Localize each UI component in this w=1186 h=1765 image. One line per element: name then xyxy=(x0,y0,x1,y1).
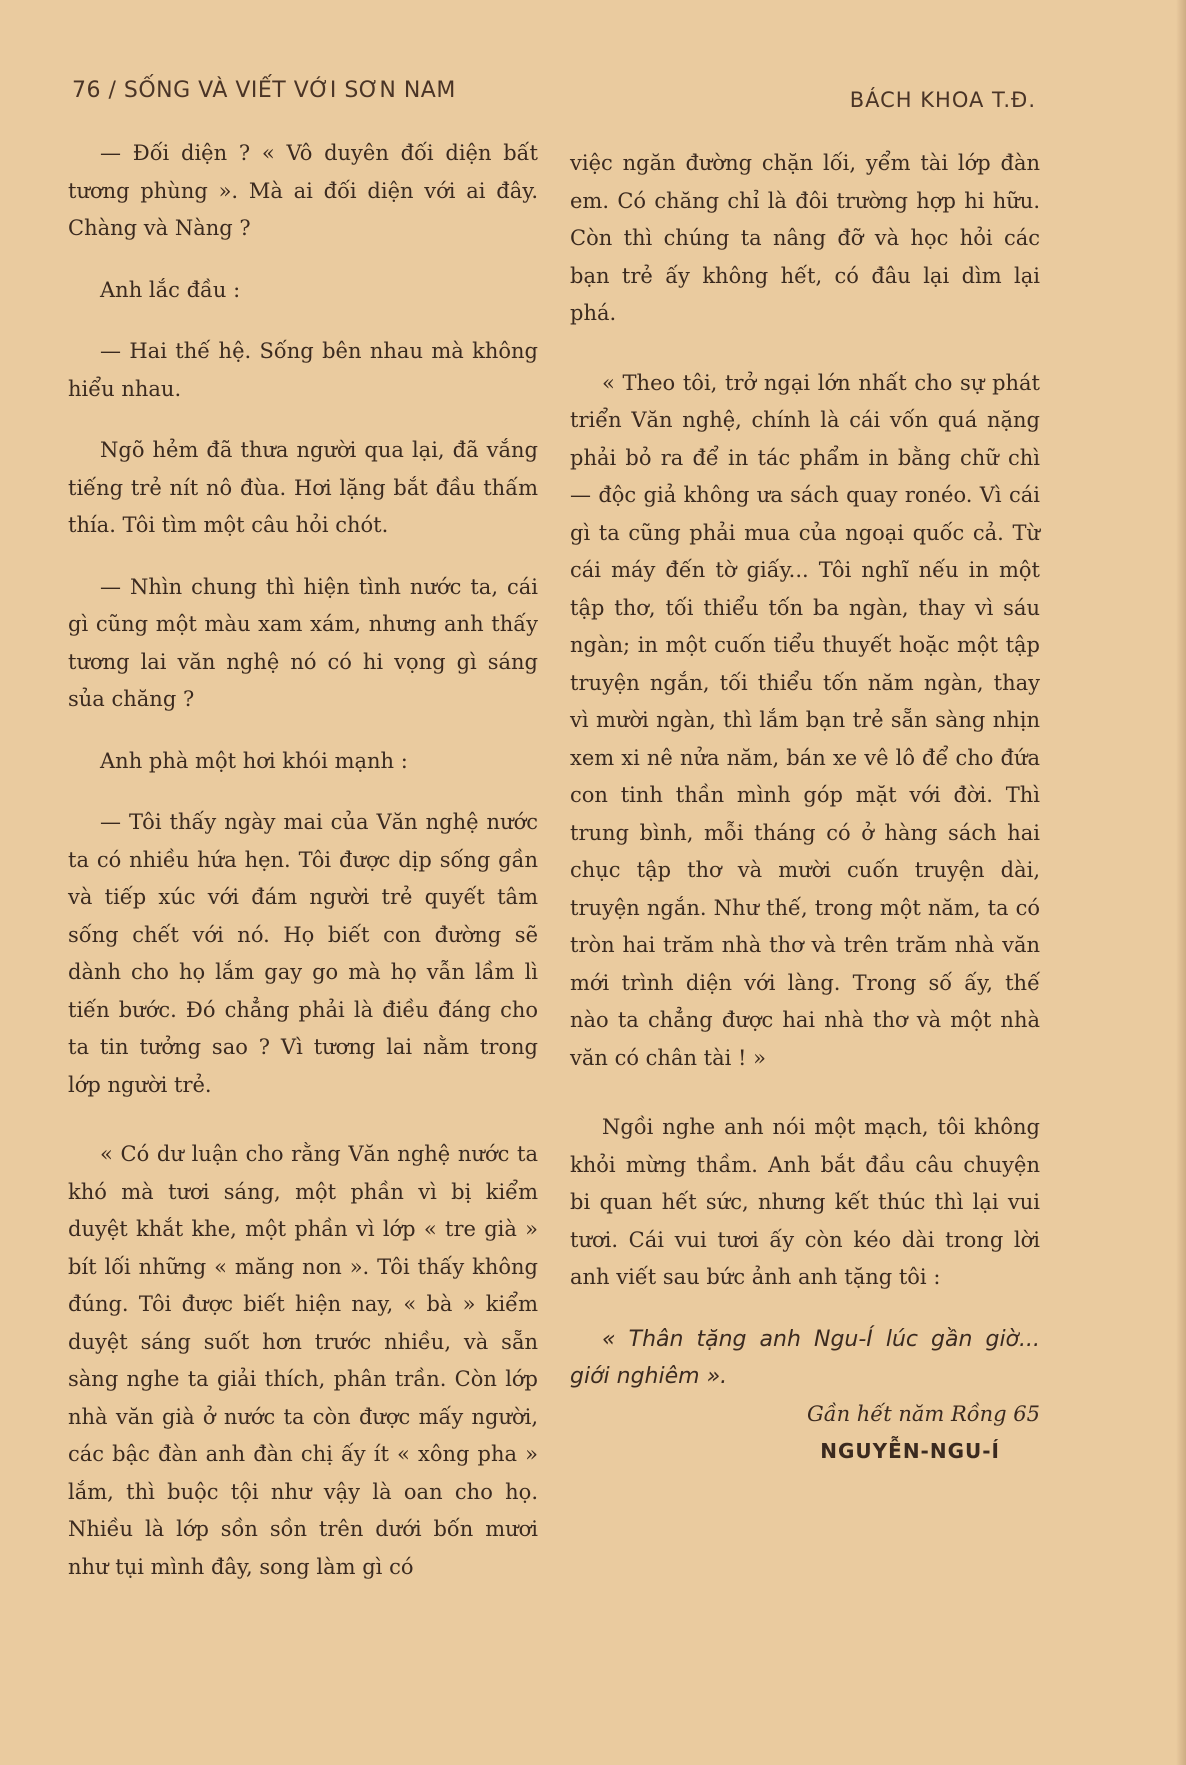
paragraph-ngan-duong: việc ngăn đường chặn lối, yểm tài lớp đàn em. Có chăng chỉ là đôi trường hợp hi hữu. Còn thì chúng ta nâng đỡ và học hỏi các bạn trẻ ấy không hết, có đâu lại dìm lại phá. xyxy=(570,151,1040,325)
paragraph-ngay-mai: — Tôi thấy ngày mai của Văn nghệ nước ta có nhiều hứa hẹn. Tôi được dịp sống gần và tiếp xúc với đám người trẻ quyết tâm sống chết với nó. Họ biết con đường sẽ dành cho họ lắm gay go mà họ vẫn lầm lì tiến bước. Đó chẳng phải là điều đáng cho ta tin tưởng sao ? Vì tương lai nằm trong lớp người trẻ. xyxy=(68,810,538,1097)
running-header-right: BÁCH KHOA T.Đ. xyxy=(849,88,1036,112)
paragraph-du-luan: « Có dư luận cho rằng Văn nghệ nước ta khó mà tươi sáng, một phần vì bị kiểm duyệt khắt khe, một phần vì lớp « tre già » bít lối những « măng non ». Tôi thấy không đúng. Tôi được biết hiện nay, « bà » kiểm duyệt sáng suốt hơn trước nhiều, và sẵn sàng nghe ta giải thích, phân trần. Còn lớp nhà văn già ở nước ta còn được mấy người, các bậc đàn anh đàn chị ấy ít « xông pha » lắm, thì buộc tội như vậy là oan cho họ. Nhiều là lớp sồn sồn trên dưới bốn mươi như tụi mình đây, song làm gì có xyxy=(68,1142,538,1579)
paragraph-anh-lac-dau: Anh lắc đầu : xyxy=(100,277,241,302)
running-header-left: 76 / SỐNG VÀ VIẾT VỚI SƠN NAM xyxy=(72,78,456,103)
paragraph-doi-dien: — Đối diện ? « Vô duyên đối diện bất tương phùng ». Mà ai đối diện với ai đây. Chàng và Nàng ? xyxy=(68,141,538,240)
dedication-quote: « Thân tặng anh Ngu-Í lúc gần giờ... giới nghiêm ». xyxy=(570,1326,1040,1389)
left-column xyxy=(68,135,538,1586)
paragraph-anh-pha: Anh phà một hơi khói mạnh : xyxy=(100,748,408,773)
page-edge-shadow xyxy=(1176,0,1186,1765)
paragraph-theo-toi: « Theo tôi, trở ngại lớn nhất cho sự phát triển Văn nghệ, chính là cái vốn quá nặng phải bỏ ra để in tác phẩm in bằng chữ chì — độc giả không ưa sách quay ronéo. Vì cái gì ta cũng phải mua của ngoại quốc cả. Từ cái máy đến tờ giấy... Tôi nghĩ nếu in một tập thơ, tối thiểu tốn ba ngàn, thay vì sáu ngàn; in một cuốn tiểu thuyết hoặc một tập truyện ngắn, tối thiểu tốn năm ngàn, thay vì mười ngàn, thì lắm bạn trẻ sẵn sàng nhịn xem xi nê nửa năm, bán xe vê lô để cho đứa con tinh thần mình góp mặt với đời. Thì trung bình, mỗi tháng có ở hàng sách hai chục tập thơ và mười cuốn truyện dài, truyện ngắn. Như thế, trong một năm, ta có tròn hai trăm nhà thơ và trên trăm nhà văn mới trình diện với làng. Trong số ấy, thế nào ta chẳng được hai nhà thơ và một nhà văn có chân tài ! » xyxy=(570,370,1040,1070)
paragraph-ngo-hem: Ngõ hẻm đã thưa người qua lại, đã vắng tiếng trẻ nít nô đùa. Hơi lặng bắt đầu thấm thía. Tôi tìm một câu hỏi chót. xyxy=(68,438,538,537)
right-column xyxy=(570,145,1040,1471)
author-name: NGUYỄN-NGU-Í xyxy=(820,1439,1000,1463)
signoff-date: Gần hết năm Rồng 65 xyxy=(806,1401,1040,1426)
paragraph-hai-the-he: — Hai thế hệ. Sống bên nhau mà không hiểu nhau. xyxy=(68,339,538,401)
paragraph-ngoi-nghe: Ngồi nghe anh nói một mạch, tôi không khỏi mừng thầm. Anh bắt đầu câu chuyện bi quan hết sức, nhưng kết thúc thì lại vui tươi. Cái vui tươi ấy còn kéo dài trong lời anh viết sau bức ảnh anh tặng tôi : xyxy=(570,1115,1040,1289)
paragraph-nhin-chung: — Nhìn chung thì hiện tình nước ta, cái gì cũng một màu xam xám, nhưng anh thấy tương lai văn nghệ nó có hi vọng gì sáng sủa chăng ? xyxy=(68,574,538,711)
